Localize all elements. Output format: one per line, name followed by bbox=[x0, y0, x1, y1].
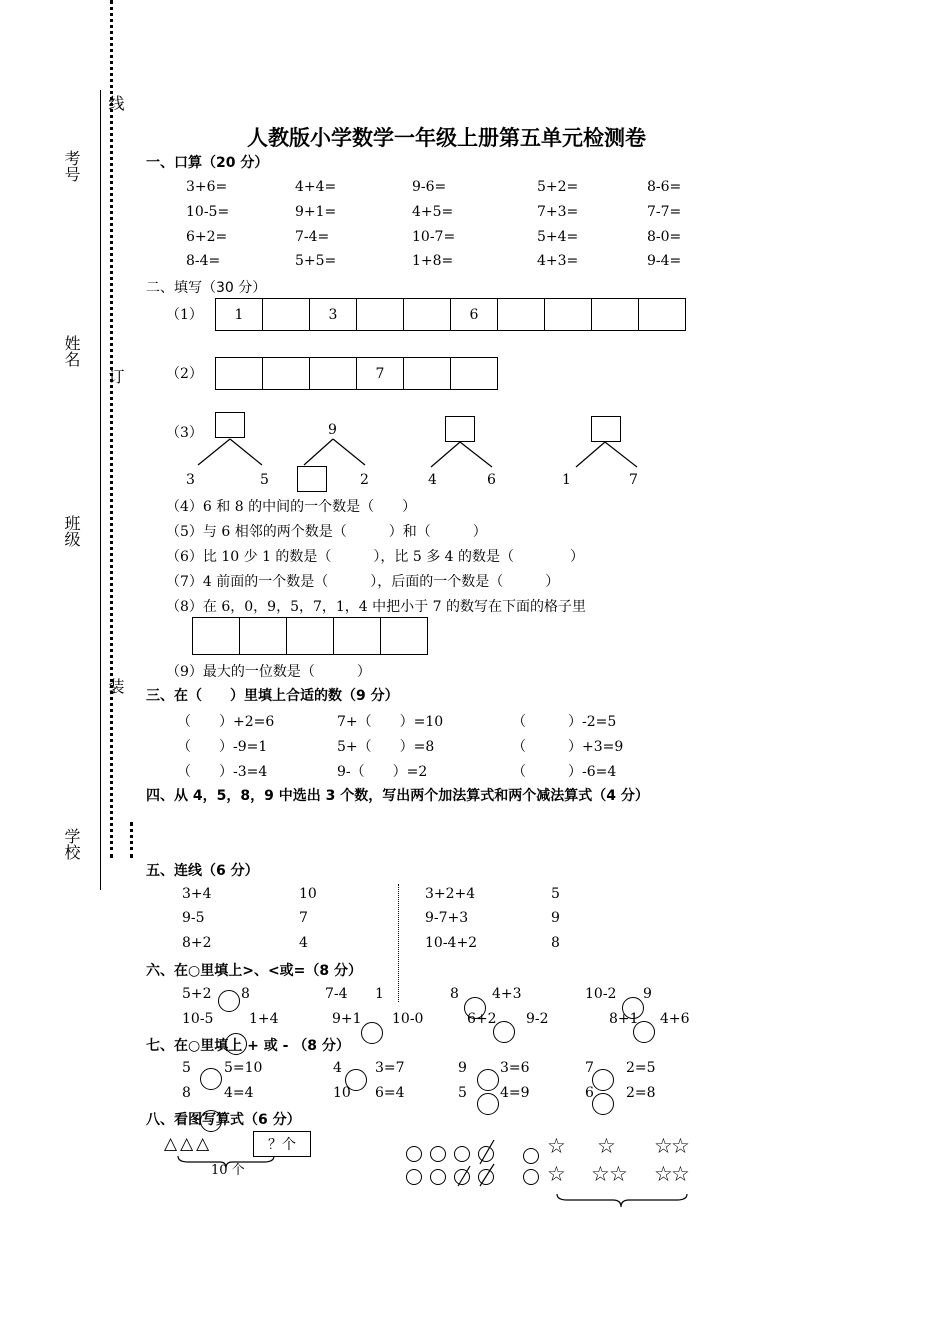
tree-number: 4 bbox=[428, 472, 437, 488]
section-8-heading: 八、看图写算式（6 分） bbox=[146, 1112, 301, 1128]
question-5: （5）与 6 相邻的两个数是（ ）和（ ） bbox=[166, 524, 487, 540]
compare-right: 9 bbox=[643, 986, 652, 1002]
tree-number: 9 bbox=[328, 422, 337, 438]
operator-circle[interactable] bbox=[477, 1069, 499, 1091]
section-5-heading: 五、连线（6 分） bbox=[146, 863, 259, 879]
operator-circle[interactable] bbox=[592, 1093, 614, 1115]
operand: 9 bbox=[458, 1060, 467, 1076]
calc-item: 5+5= bbox=[295, 253, 337, 269]
calc-item: 6+2= bbox=[186, 229, 228, 245]
q2-label: （2） bbox=[166, 366, 203, 382]
grid-cell[interactable] bbox=[193, 618, 240, 654]
compare-circle[interactable] bbox=[633, 1021, 655, 1043]
operand: 7 bbox=[585, 1060, 594, 1076]
star-icon: ☆ bbox=[654, 1134, 673, 1158]
section-2-heading: 二、填写（30 分） bbox=[146, 280, 267, 296]
match-number[interactable]: 5 bbox=[551, 886, 560, 902]
section-1-heading: 一、口算（20 分） bbox=[146, 155, 269, 171]
operand: 6 bbox=[585, 1085, 594, 1101]
calc-item: 7-7= bbox=[647, 204, 682, 220]
operand: 8 bbox=[182, 1085, 191, 1101]
compare-right: 4+3 bbox=[492, 986, 522, 1002]
star-icon: ☆ bbox=[609, 1162, 628, 1186]
operand: 6=4 bbox=[375, 1085, 405, 1101]
column-divider bbox=[398, 884, 399, 1002]
compare-left: 8+1 bbox=[609, 1011, 639, 1027]
match-expression[interactable]: 3+4 bbox=[182, 886, 212, 902]
circle-icon bbox=[406, 1169, 422, 1185]
compare-right: 1+4 bbox=[249, 1011, 279, 1027]
match-expression[interactable]: 10-4+2 bbox=[425, 935, 478, 951]
star-icon: ☆ bbox=[547, 1162, 566, 1186]
grid-cell[interactable]: 3 bbox=[310, 299, 357, 330]
compare-circle[interactable] bbox=[493, 1021, 515, 1043]
calc-item: 8-6= bbox=[647, 179, 682, 195]
calc-item: 10-7= bbox=[412, 229, 456, 245]
match-number[interactable]: 4 bbox=[299, 935, 308, 951]
operator-circle[interactable] bbox=[225, 1033, 247, 1055]
match-expression[interactable]: 3+2+4 bbox=[425, 886, 476, 902]
fill-blank-item: 9-（ ）=2 bbox=[337, 764, 428, 780]
tree-number: 5 bbox=[260, 472, 269, 488]
operand: 5 bbox=[458, 1085, 467, 1101]
circle-icon bbox=[523, 1148, 539, 1164]
fill-blank-item: （ ）-6=4 bbox=[512, 764, 617, 780]
fill-blank-item: 7+（ ）=10 bbox=[337, 714, 444, 730]
circle-icon bbox=[523, 1169, 539, 1185]
section-6-heading: 六、在○里填上>、<或=（8 分） bbox=[146, 963, 363, 979]
compare-right: 1 bbox=[375, 986, 384, 1002]
calc-item: 8-4= bbox=[186, 253, 221, 269]
section-4-heading: 四、从 4，5，8，9 中选出 3 个数，写出两个加法算式和两个减法算式（4 分） bbox=[146, 788, 649, 804]
compare-left: 6+2 bbox=[467, 1011, 497, 1027]
brace-label: 10 个 bbox=[211, 1163, 245, 1178]
operator-circle[interactable] bbox=[200, 1068, 222, 1090]
compare-right: 10-0 bbox=[392, 1011, 424, 1027]
operand: 2=5 bbox=[626, 1060, 656, 1076]
match-number[interactable]: 8 bbox=[551, 935, 560, 951]
cross-strokes bbox=[450, 1138, 500, 1188]
calc-item: 5+4= bbox=[537, 229, 579, 245]
operand: 3=6 bbox=[500, 1060, 530, 1076]
compare-left: 5+2 bbox=[182, 986, 212, 1002]
grid-cell[interactable] bbox=[287, 618, 334, 654]
compare-right: 9-2 bbox=[526, 1011, 549, 1027]
match-expression[interactable]: 9-7+3 bbox=[425, 910, 469, 926]
calc-item: 9-6= bbox=[412, 179, 447, 195]
tree-number: 6 bbox=[487, 472, 496, 488]
margin-school: 学校 bbox=[62, 828, 81, 860]
question-9: （9）最大的一位数是（ ） bbox=[166, 664, 371, 680]
star-icon: ☆ bbox=[591, 1162, 610, 1186]
answer-box[interactable] bbox=[297, 466, 327, 492]
star-icon: ☆ bbox=[547, 1134, 566, 1158]
operator-circle[interactable] bbox=[477, 1093, 499, 1115]
calc-item: 4+3= bbox=[537, 253, 579, 269]
grid-cell[interactable]: 7 bbox=[357, 358, 404, 389]
star-icon: ☆ bbox=[654, 1162, 673, 1186]
compare-left: 9+1 bbox=[332, 1011, 362, 1027]
circle-icon bbox=[430, 1146, 446, 1162]
triangles-icon: △△△ bbox=[164, 1134, 213, 1154]
margin-exam-no: 考号 bbox=[62, 150, 81, 182]
q3-label: （3） bbox=[166, 425, 203, 441]
margin-class: 班级 bbox=[62, 515, 81, 547]
tree-number: 2 bbox=[360, 472, 369, 488]
circle-icon bbox=[406, 1146, 422, 1162]
match-expression[interactable]: 9-5 bbox=[182, 910, 205, 926]
operand: 5=10 bbox=[224, 1060, 263, 1076]
match-number[interactable]: 9 bbox=[551, 910, 560, 926]
operand: 4=9 bbox=[500, 1085, 530, 1101]
calc-item: 4+5= bbox=[412, 204, 454, 220]
calc-item: 3+6= bbox=[186, 179, 228, 195]
calc-item: 9+1= bbox=[295, 204, 337, 220]
brace-icon bbox=[555, 1192, 691, 1210]
match-number[interactable]: 7 bbox=[299, 910, 308, 926]
tree-number: 7 bbox=[629, 472, 638, 488]
page-title: 人教版小学数学一年级上册第五单元检测卷 bbox=[247, 126, 646, 150]
question-4: （4）6 和 8 的中间的一个数是（ ） bbox=[166, 499, 417, 515]
fill-blank-item: （ ）+3=9 bbox=[512, 739, 624, 755]
answer-box[interactable] bbox=[445, 416, 475, 442]
compare-circle[interactable] bbox=[218, 990, 240, 1012]
grid-cell[interactable] bbox=[381, 618, 427, 654]
star-icon: ☆ bbox=[671, 1162, 690, 1186]
calc-item: 5+2= bbox=[537, 179, 579, 195]
operator-circle[interactable] bbox=[345, 1069, 367, 1091]
question-8: （8）在 6，0，9，5，7，1，4 中把小于 7 的数写在下面的格子里 bbox=[166, 599, 586, 615]
compare-left: 8 bbox=[450, 986, 459, 1002]
fill-blank-item: （ ）-3=4 bbox=[177, 764, 268, 780]
operator-circle[interactable] bbox=[592, 1069, 614, 1091]
margin-xian: 线 bbox=[106, 95, 125, 111]
tree-number: 1 bbox=[562, 472, 571, 488]
compare-right: 4+6 bbox=[660, 1011, 690, 1027]
circle-icon bbox=[430, 1169, 446, 1185]
operand: 10 bbox=[333, 1085, 351, 1101]
star-icon: ☆ bbox=[597, 1134, 616, 1158]
calc-item: 10-5= bbox=[186, 204, 230, 220]
compare-right: 8 bbox=[241, 986, 250, 1002]
unknown-count-box: ？个 bbox=[253, 1131, 311, 1157]
compare-left: 10-2 bbox=[585, 986, 617, 1002]
operand: 4 bbox=[333, 1060, 342, 1076]
match-number[interactable]: 10 bbox=[299, 886, 317, 902]
grid-cell[interactable] bbox=[334, 618, 381, 654]
fill-blank-item: （ ）-2=5 bbox=[512, 714, 617, 730]
compare-left: 7-4 bbox=[325, 986, 348, 1002]
calc-item: 7-4= bbox=[295, 229, 330, 245]
grid-cell[interactable]: 1 bbox=[216, 299, 263, 330]
margin-ding: 订 bbox=[106, 368, 125, 384]
calc-item: 8-0= bbox=[647, 229, 682, 245]
answer-box[interactable] bbox=[591, 416, 621, 442]
calc-item: 4+4= bbox=[295, 179, 337, 195]
answer-box[interactable] bbox=[215, 412, 245, 438]
fill-blank-item: 5+（ ）=8 bbox=[337, 739, 435, 755]
section-3-heading: 三、在（ ）里填上合适的数（9 分） bbox=[146, 688, 399, 704]
answer-grid-q8 bbox=[192, 617, 428, 655]
margin-name: 姓名 bbox=[62, 335, 81, 367]
star-icon: ☆ bbox=[671, 1134, 690, 1158]
operand: 3=7 bbox=[375, 1060, 405, 1076]
compare-circle[interactable] bbox=[361, 1022, 383, 1044]
margin-zhuang: 装 bbox=[106, 678, 125, 694]
calc-item: 7+3= bbox=[537, 204, 579, 220]
match-expression[interactable]: 8+2 bbox=[182, 935, 212, 951]
grid-cell[interactable]: 6 bbox=[451, 299, 498, 330]
calc-item: 9-4= bbox=[647, 253, 682, 269]
tree-number: 3 bbox=[186, 472, 195, 488]
operand: 4=4 bbox=[224, 1085, 254, 1101]
grid-cell[interactable] bbox=[240, 618, 287, 654]
fill-blank-item: （ ）+2=6 bbox=[177, 714, 275, 730]
compare-left: 10-5 bbox=[182, 1011, 214, 1027]
operand: 2=8 bbox=[626, 1085, 656, 1101]
q1-label: （1） bbox=[166, 307, 203, 323]
fill-blank-item: （ ）-9=1 bbox=[177, 739, 268, 755]
calc-item: 1+8= bbox=[412, 253, 454, 269]
question-6: （6）比 10 少 1 的数是（ ），比 5 多 4 的数是（ ） bbox=[166, 549, 585, 565]
question-7: （7）4 前面的一个数是（ ），后面的一个数是（ ） bbox=[166, 574, 560, 590]
section-7-heading: 七、在○里填上 + 或 - （8 分） bbox=[146, 1038, 350, 1054]
operand: 5 bbox=[182, 1060, 191, 1076]
operator-circle[interactable] bbox=[200, 1110, 222, 1132]
